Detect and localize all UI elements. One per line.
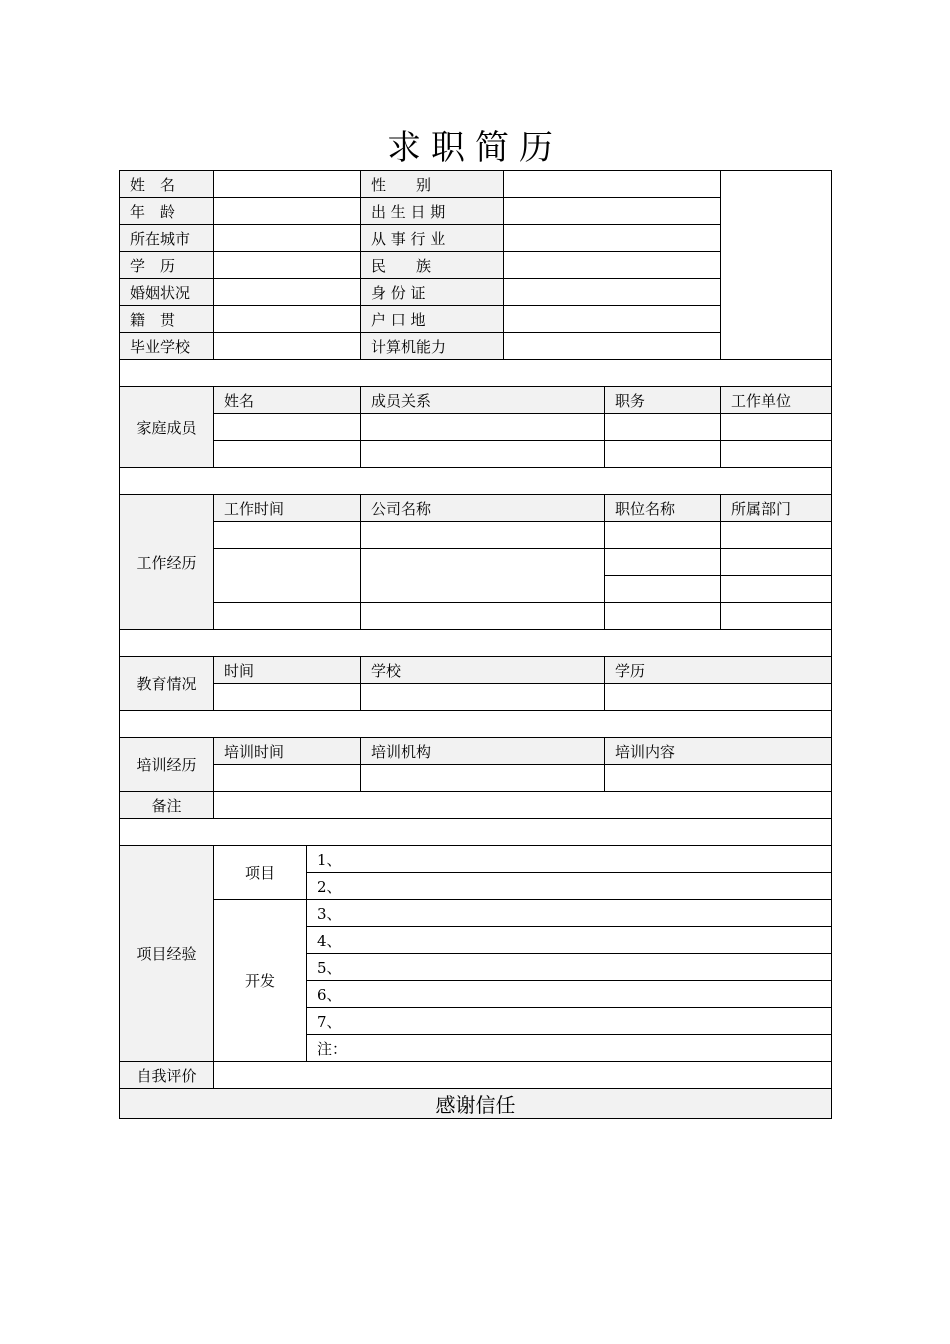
edu-cell[interactable] xyxy=(214,684,361,711)
work-cell[interactable] xyxy=(605,549,721,576)
school-label: 毕业学校 xyxy=(120,333,214,360)
computer-field[interactable] xyxy=(504,333,721,360)
computer-label: 计算机能力 xyxy=(361,333,504,360)
remark-label: 备注 xyxy=(120,792,214,819)
training-header-time: 培训时间 xyxy=(214,738,361,765)
family-cell[interactable] xyxy=(605,441,721,468)
family-cell[interactable] xyxy=(721,414,832,441)
work-cell[interactable] xyxy=(721,549,832,576)
thanks-footer: 感谢信任 xyxy=(120,1089,832,1119)
project-item[interactable]: 2、 xyxy=(307,873,832,900)
project-sub-label: 项目 xyxy=(214,846,307,900)
work-header-department: 所属部门 xyxy=(721,495,832,522)
school-field[interactable] xyxy=(214,333,361,360)
resume-table xyxy=(119,170,832,1119)
training-cell[interactable] xyxy=(605,765,832,792)
family-cell[interactable] xyxy=(605,414,721,441)
self-eval-field[interactable] xyxy=(214,1062,832,1089)
project-item[interactable]: 5、 xyxy=(307,954,832,981)
work-header-company: 公司名称 xyxy=(361,495,605,522)
self-eval-label: 自我评价 xyxy=(120,1062,214,1089)
gender-field[interactable] xyxy=(504,171,721,198)
education-field[interactable] xyxy=(214,252,361,279)
hukou-label: 户 口 地 xyxy=(361,306,504,333)
work-cell[interactable] xyxy=(605,522,721,549)
project-item[interactable]: 6、 xyxy=(307,981,832,1008)
projects-label: 项目经验 xyxy=(120,846,214,1062)
edu-label: 教育情况 xyxy=(120,657,214,711)
marital-field[interactable] xyxy=(214,279,361,306)
training-header-org: 培训机构 xyxy=(361,738,605,765)
work-cell[interactable] xyxy=(721,522,832,549)
training-cell[interactable] xyxy=(361,765,605,792)
ethnic-field[interactable] xyxy=(504,252,721,279)
ethnic-label: 民 族 xyxy=(361,252,504,279)
city-field[interactable] xyxy=(214,225,361,252)
family-label: 家庭成员 xyxy=(120,387,214,468)
birth-label: 出 生 日 期 xyxy=(361,198,504,225)
hukou-field[interactable] xyxy=(504,306,721,333)
work-cell[interactable] xyxy=(721,576,832,603)
family-cell[interactable] xyxy=(361,441,605,468)
age-label: 年 龄 xyxy=(120,198,214,225)
family-header-relation: 成员关系 xyxy=(361,387,605,414)
id-label: 身 份 证 xyxy=(361,279,504,306)
work-cell[interactable] xyxy=(214,522,361,549)
work-header-title: 职位名称 xyxy=(605,495,721,522)
name-label: 姓 名 xyxy=(120,171,214,198)
native-field[interactable] xyxy=(214,306,361,333)
work-cell[interactable] xyxy=(361,603,605,630)
name-field[interactable] xyxy=(214,171,361,198)
education-label: 学 历 xyxy=(120,252,214,279)
industry-label: 从 事 行 业 xyxy=(361,225,504,252)
id-field[interactable] xyxy=(504,279,721,306)
work-cell[interactable] xyxy=(361,549,605,603)
marital-label: 婚姻状况 xyxy=(120,279,214,306)
page-title: 求职简历 xyxy=(387,128,563,168)
family-cell[interactable] xyxy=(214,414,361,441)
dev-sub-label: 开发 xyxy=(214,900,307,1062)
edu-header-school: 学校 xyxy=(361,657,605,684)
spacer-row xyxy=(120,360,832,387)
work-cell[interactable] xyxy=(214,549,361,603)
edu-cell[interactable] xyxy=(361,684,605,711)
project-item[interactable]: 1、 xyxy=(307,846,832,873)
family-header-employer: 工作单位 xyxy=(721,387,832,414)
edu-cell[interactable] xyxy=(605,684,832,711)
work-cell[interactable] xyxy=(214,603,361,630)
work-cell[interactable] xyxy=(605,603,721,630)
city-label: 所在城市 xyxy=(120,225,214,252)
remark-field[interactable] xyxy=(214,792,832,819)
spacer-row xyxy=(120,819,832,846)
family-cell[interactable] xyxy=(214,441,361,468)
gender-label: 性 别 xyxy=(361,171,504,198)
work-cell[interactable] xyxy=(361,522,605,549)
family-cell[interactable] xyxy=(361,414,605,441)
age-field[interactable] xyxy=(214,198,361,225)
project-item[interactable]: 4、 xyxy=(307,927,832,954)
spacer-row xyxy=(120,468,832,495)
work-cell[interactable] xyxy=(721,603,832,630)
training-cell[interactable] xyxy=(214,765,361,792)
work-cell[interactable] xyxy=(605,576,721,603)
birth-field[interactable] xyxy=(504,198,721,225)
project-item[interactable]: 7、 xyxy=(307,1008,832,1035)
family-header-name: 姓名 xyxy=(214,387,361,414)
training-header-content: 培训内容 xyxy=(605,738,832,765)
spacer-row xyxy=(120,630,832,657)
training-label: 培训经历 xyxy=(120,738,214,792)
project-note[interactable]: 注： xyxy=(307,1035,832,1062)
photo-area[interactable] xyxy=(721,171,832,360)
project-item[interactable]: 3、 xyxy=(307,900,832,927)
work-header-time: 工作时间 xyxy=(214,495,361,522)
industry-field[interactable] xyxy=(504,225,721,252)
family-header-position: 职务 xyxy=(605,387,721,414)
native-label: 籍 贯 xyxy=(120,306,214,333)
spacer-row xyxy=(120,711,832,738)
work-label: 工作经历 xyxy=(120,495,214,630)
edu-header-time: 时间 xyxy=(214,657,361,684)
edu-header-degree: 学历 xyxy=(605,657,832,684)
family-cell[interactable] xyxy=(721,441,832,468)
